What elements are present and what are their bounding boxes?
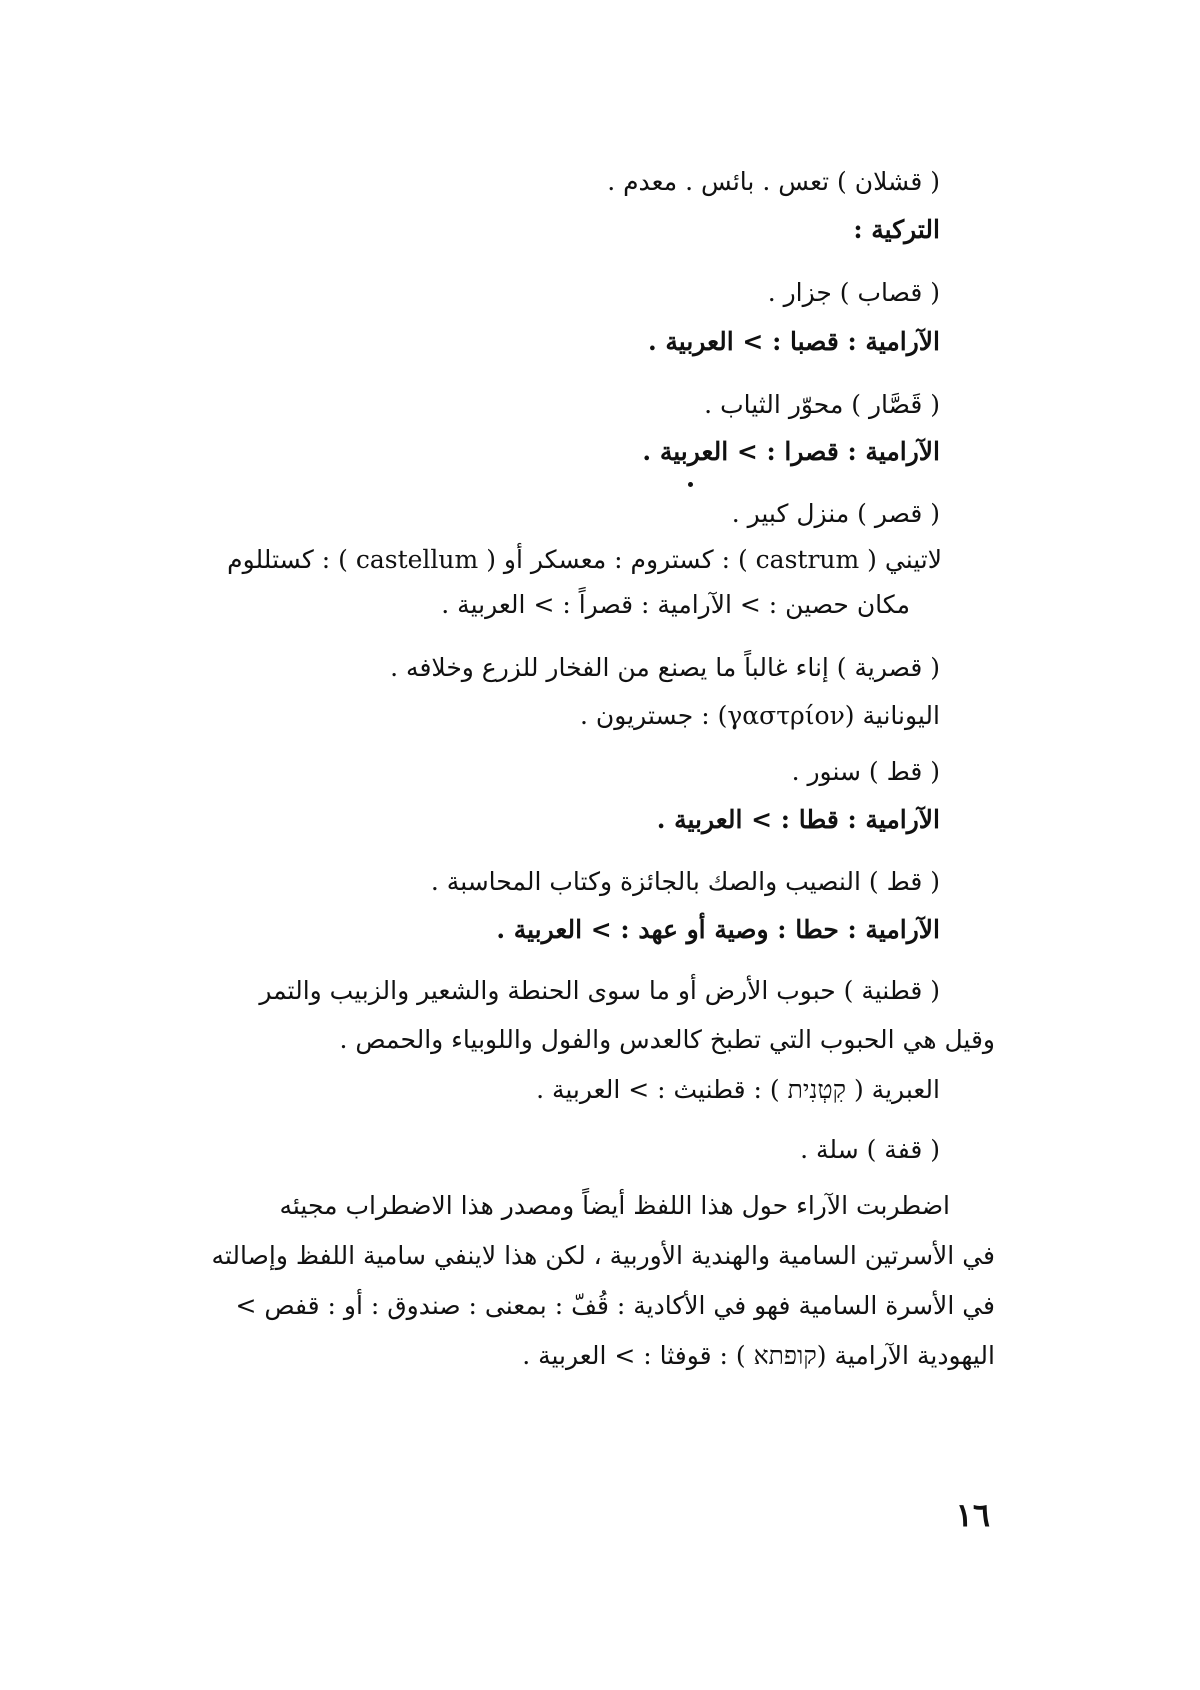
entry-headword-line: ( قَصَّار ) محوّر الثياب . bbox=[704, 390, 940, 419]
entry-headword-line: ( قفة ) سلة . bbox=[800, 1135, 940, 1164]
etymology-line: اليونانية (γαστρίον) : جستريون . bbox=[580, 701, 940, 730]
entry-headword-line: ( قصاب ) جزار . bbox=[767, 278, 940, 307]
entry-headword-line: ( قشلان ) تعس . بائس . معدم . bbox=[607, 167, 940, 196]
entry-headword-line: ( قط ) النصيب والصك بالجائزة وكتاب المحاسبة . bbox=[430, 867, 940, 896]
entry-headword-line: ( قطنية ) حبوب الأرض أو ما سوى الحنطة والشعير والزبيب والتمر bbox=[259, 976, 940, 1005]
etymology-line: العبرية ( קִטְנִית ) : قطنيث : > العربية . bbox=[536, 1075, 940, 1104]
entry-headword-line: ( قط ) سنور . bbox=[791, 757, 940, 786]
etymology-line: التركية : bbox=[853, 215, 940, 244]
page-number: ١٦ bbox=[955, 1496, 990, 1534]
etymology-line: الآرامية : حطا : وصية أو عهد : > العربية . bbox=[496, 915, 940, 944]
entry-text-line: وقيل هي الحبوب التي تطبخ كالعدس والفول واللوبياء والحمص . bbox=[339, 1025, 995, 1054]
stray-ink-dot bbox=[688, 482, 693, 487]
etymology-line: اليهودية الآرامية (קופתא ) : قوفثا : > العربية . bbox=[522, 1341, 995, 1370]
etymology-line: الآرامية : قصرا : > العربية . bbox=[642, 437, 940, 466]
etymology-line: الآرامية : قطا : > العربية . bbox=[656, 805, 940, 834]
etymology-line: الآرامية : قصبا : > العربية . bbox=[647, 327, 940, 356]
entry-headword-line: ( قصر ) منزل كبير . bbox=[731, 499, 940, 528]
etymology-line: مكان حصين : > الآرامية : قصراً : > العربية . bbox=[441, 590, 910, 619]
entry-text-line: اضطربت الآراء حول هذا اللفظ أيضاً ومصدر هذا الاضطراب مجيئه bbox=[279, 1191, 950, 1220]
entry-text-line: في الأسرتين السامية والهندية الأوربية ، لكن هذا لاينفي سامية اللفظ وإصالته bbox=[211, 1241, 995, 1270]
etymology-line: لاتيني ( castrum ) : كستروم : معسكر أو ( castellum ) : كستللوم bbox=[227, 545, 942, 574]
entry-headword-line: ( قصرية ) إناء غالباً ما يصنع من الفخار للزرع وخلافه . bbox=[390, 653, 940, 682]
entry-text-line: في الأسرة السامية فهو في الأكادية : قُفّ : بمعنى : صندوق : أو : قفص > bbox=[235, 1291, 995, 1320]
